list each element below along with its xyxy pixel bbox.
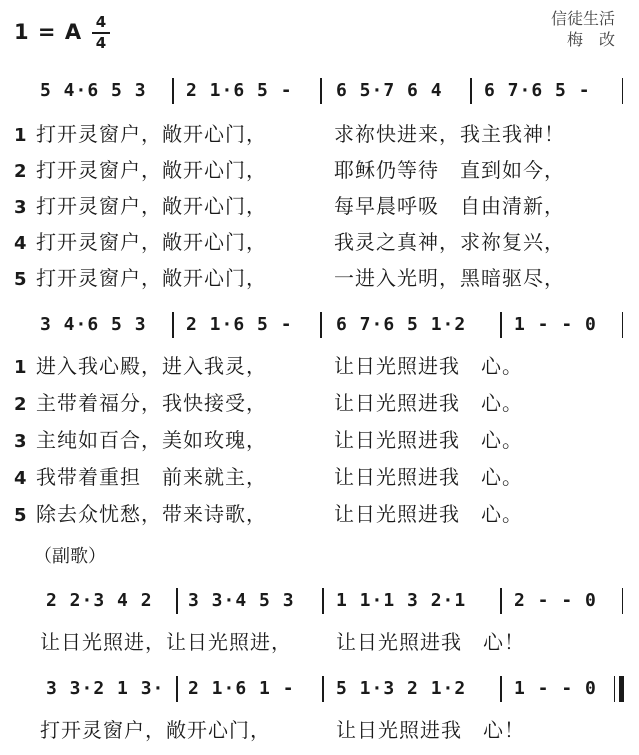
- verse-line: [14, 350, 267, 379]
- chorus-measure: 1 1·1 3 2·1: [336, 590, 467, 611]
- final-barline: [619, 676, 624, 702]
- verse-line: [14, 387, 267, 416]
- key-signature: 1 = A: [14, 20, 83, 44]
- chorus-measure: 2 1·6 1 -: [188, 678, 295, 699]
- verse-number: 5: [14, 505, 28, 526]
- lyric-segment: 除去众忧愁，带来诗歌，: [36, 502, 267, 526]
- verse-line: [14, 190, 267, 219]
- lyric-segment: 我带着重担 前来就主，: [36, 465, 267, 489]
- barline: [172, 78, 174, 104]
- barline: [322, 676, 324, 702]
- verse-line-cont: 耶稣仍等待 直到如今，: [334, 158, 565, 182]
- verse-line-cont: 我灵之真神，求祢复兴，: [334, 230, 565, 254]
- verse-line-cont: 一进入光明，黑暗驱尽，: [334, 266, 565, 290]
- barline: [470, 78, 472, 104]
- chorus-lyric-cont: 让日光照进我 心！: [336, 630, 525, 654]
- verse-line: [14, 262, 267, 291]
- measure-1-1: 5 4·6 5 3: [40, 80, 147, 101]
- verse-line-cont: 让日光照进我 心。: [334, 465, 523, 489]
- lyric-segment: 打开灵窗户，敞开心门，: [36, 230, 267, 254]
- chorus-measure: 2 - - 0: [514, 590, 597, 611]
- verse-line: [14, 424, 267, 453]
- credit-block: [551, 8, 615, 50]
- measure-1-4: 6 7·6 5 -: [484, 80, 591, 101]
- barline: [320, 78, 322, 104]
- measure-2-4: 1 - - 0: [514, 314, 597, 335]
- verse-number: 4: [14, 233, 28, 254]
- chorus-label: （副歌）: [34, 546, 106, 567]
- chorus-measure: 3 3·4 5 3: [188, 590, 295, 611]
- verse-number: 3: [14, 431, 28, 452]
- verse-number: 3: [14, 197, 28, 218]
- verse-line-cont: 每早晨呼吸 自由清新，: [334, 194, 565, 218]
- measure-1-2: 2 1·6 5 -: [186, 80, 293, 101]
- barline: [622, 312, 623, 338]
- verse-line-cont: 让日光照进我 心。: [334, 354, 523, 378]
- measure-2-2: 2 1·6 5 -: [186, 314, 293, 335]
- barline: [322, 588, 324, 614]
- verse-number: 2: [14, 161, 28, 182]
- measure-2-3: 6 7·6 5 1·2: [336, 314, 467, 335]
- measure-2-1: 3 4·6 5 3: [40, 314, 147, 335]
- time-signature: [92, 14, 110, 52]
- verse-number: 5: [14, 269, 28, 290]
- verse-number: 1: [14, 125, 28, 146]
- chorus-measure: 1 - - 0: [514, 678, 597, 699]
- barline: [500, 312, 502, 338]
- barline: [500, 588, 502, 614]
- lyric-segment: 打开灵窗户，敞开心门，: [36, 158, 267, 182]
- verse-line: [14, 154, 267, 183]
- verse-number: 2: [14, 394, 28, 415]
- verse-line: [14, 226, 267, 255]
- lyric-segment: 打开灵窗户，敞开心门，: [36, 266, 267, 290]
- verse-line-cont: 让日光照进我 心。: [334, 502, 523, 526]
- measure-1-3: 6 5·7 6 4: [336, 80, 443, 101]
- chorus-measure: 3 3·2 1 3·: [46, 678, 165, 699]
- chorus-measure: 5 1·3 2 1·2: [336, 678, 467, 699]
- lyric-segment: 打开灵窗户，敞开心门，: [36, 122, 267, 146]
- lyric-segment: 打开灵窗户，敞开心门，: [36, 194, 267, 218]
- meter-top: 4: [95, 13, 107, 31]
- barline: [320, 312, 322, 338]
- meter-bottom: 4: [95, 34, 107, 52]
- chorus-lyric-cont: 让日光照进我 心！: [336, 718, 525, 742]
- verse-line: [14, 118, 267, 147]
- lyric-segment: 主带着福分，我快接受，: [36, 391, 267, 415]
- barline: [172, 312, 174, 338]
- barline: [622, 588, 623, 614]
- chorus-lyric: 打开灵窗户，敞开心门，: [40, 718, 271, 742]
- verse-number: 4: [14, 468, 28, 489]
- chorus-lyric: 让日光照进，让日光照进，: [40, 630, 292, 654]
- barline: [176, 676, 178, 702]
- barline: [500, 676, 502, 702]
- verse-line-cont: 让日光照进我 心。: [334, 428, 523, 452]
- lyric-segment: 进入我心殿，进入我灵，: [36, 354, 267, 378]
- verse-line-cont: 让日光照进我 心。: [334, 391, 523, 415]
- verse-line-cont: 求祢快进来，我主我神！: [334, 122, 565, 146]
- credit-adapter: 梅 改: [566, 30, 615, 49]
- barline: [176, 588, 178, 614]
- verse-line: [14, 461, 267, 490]
- chorus-measure: 2 2·3 4 2: [46, 590, 153, 611]
- credit-source: 信徒生活: [550, 9, 615, 28]
- verse-line: [14, 498, 267, 527]
- verse-number: 1: [14, 357, 28, 378]
- barline: [614, 676, 615, 702]
- barline: [622, 78, 623, 104]
- lyric-segment: 主纯如百合，美如玫瑰，: [36, 428, 267, 452]
